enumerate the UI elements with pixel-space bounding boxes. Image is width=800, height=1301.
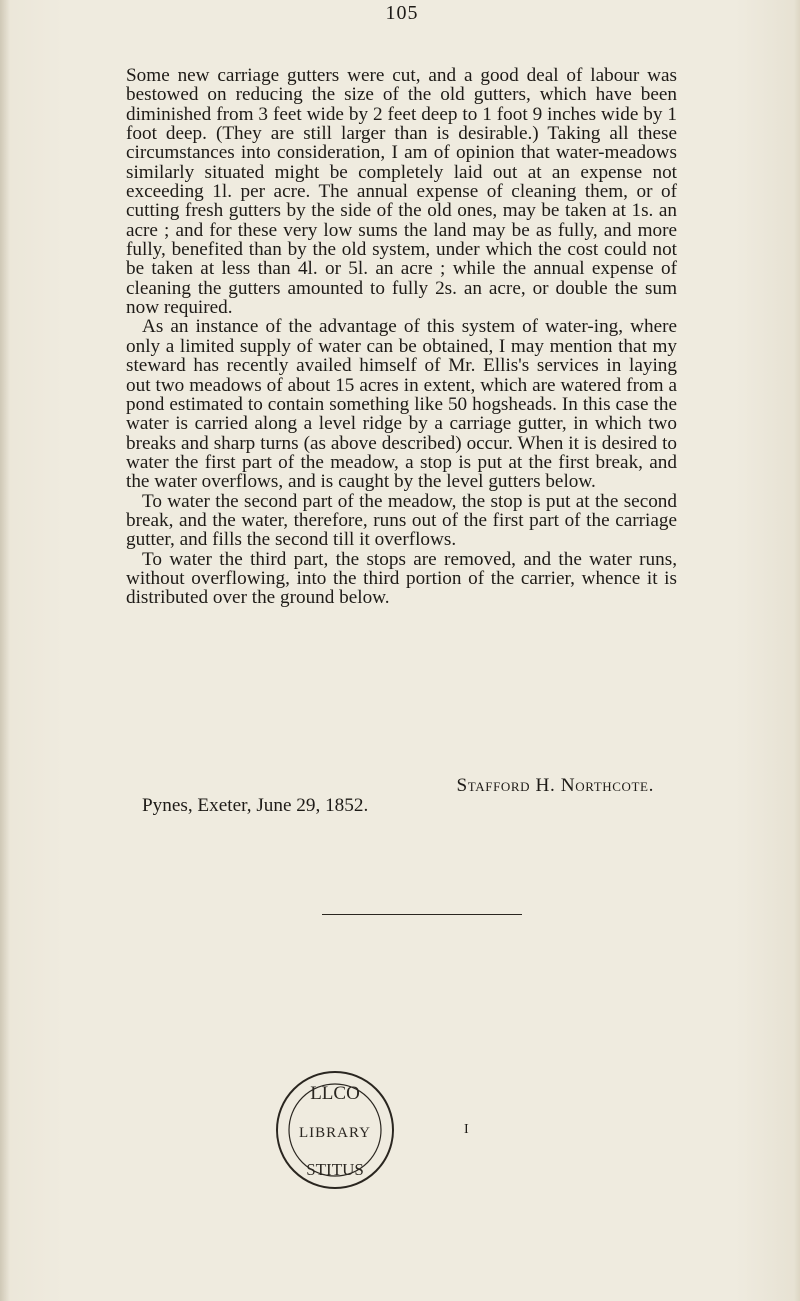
paragraph: To water the third part, the stops are removed, and the water runs, without overflowing, into the third portion of the carrier, whence it is distributed over the ground below. <box>126 548 677 609</box>
paragraph: To water the second part of the meadow, the stop is put at the second break, and the water, therefore, runs out of the first part of the carriage gutter, and fills the second till it overflows. <box>126 490 677 551</box>
gutter-shadow <box>0 0 10 1301</box>
stamp-top-text: LLCO <box>310 1083 360 1104</box>
body-text <box>126 66 677 608</box>
signature-mark: I <box>464 1122 469 1137</box>
author-signature: Stafford H. Northcote. <box>456 775 654 796</box>
stamp-middle-text: LIBRARY <box>298 1125 372 1141</box>
dateline: Pynes, Exeter, June 29, 1852. <box>142 795 369 816</box>
paragraph: As an instance of the advantage of this system of water-ing, where only a limited supply of water can be obtained, I may mention that my steward has recently availed himself of Mr. Ellis's services in laying out two meadows of about 15 acres in extent, which are watered from a pond estimated to contain something like 50 hogsheads. In this case the water is carried along a level ridge by a carriage gutter, in which two breaks and sharp turns (as above described) occur. When it is desired to water the first part of the meadow, a stop is put at the first break, and the water overflows, and is caught by the level gutters below. <box>126 316 677 493</box>
page-edge <box>794 0 800 1301</box>
stamp-bottom-text: STITUS <box>306 1160 364 1179</box>
page-number: 105 <box>385 2 419 24</box>
paragraph: Some new carriage gutters were cut, and a good deal of labour was bestowed on reducing the size of the old gutters, which have been diminished from 3 feet wide by 2 feet deep to 1 foot 9 inches wide by 1 foot deep. (They are still larger than is desirable.) Taking all these circumstances into consideration, I am of opinion that water-meadows similarly situated might be completely laid out at an expense not exceeding 1l. per acre. The annual expense of cleaning them, or of cutting fresh gutters by the side of the old ones, may be taken at 1s. an acre ; and for these very low sums the land may be as fully, and more fully, benefited than by the old system, under which the cost could not be taken at less than 4l. or 5l. an acre ; while the annual expense of cleaning the gutters amounted to fully 2s. an acre, or double the sum now required. <box>126 65 677 319</box>
section-rule <box>322 914 522 915</box>
library-stamp-icon <box>270 1065 400 1195</box>
